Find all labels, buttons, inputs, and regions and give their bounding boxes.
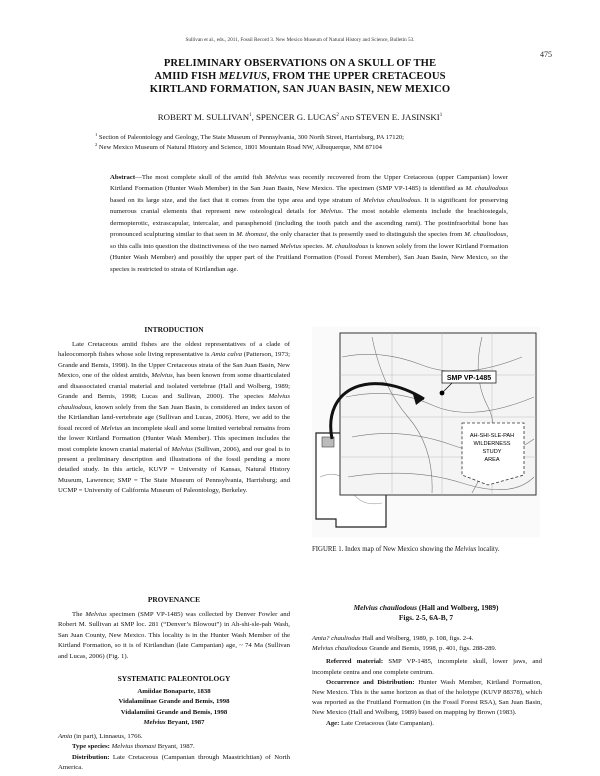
systematic-paleontology	[58, 674, 290, 774]
index-map-svg	[312, 327, 540, 537]
abstract-text: is known solely from the lower Kirtland Formation (Hunter Wash Member) and possibly the upper part of the Fruitland Formation (Fossil Forest Member), San Juan Basin, New Mexico, so the species is restricted to strata of Kirtlandian age.	[110, 242, 509, 273]
tribe-name: Vidalamiini Grande and Bemis, 1998	[120, 708, 228, 716]
author-sep: ,	[251, 112, 256, 122]
affiliation-2	[95, 140, 535, 152]
body-text: Bryant, 1987.	[156, 743, 195, 751]
body-text: , known solely from the San Juan Basin, is considered an index taxon of the Kirtlandian land-vertebrate age (Sullivan and Lucas, 2006). Here, we add to the fossil record of	[58, 403, 290, 432]
genus-name	[58, 718, 290, 728]
body-text: (in part), Linnaeus, 1766.	[72, 732, 143, 740]
caption-taxon: Melvius	[454, 546, 477, 553]
taxon: Amia	[58, 732, 73, 740]
area-label-4: AREA	[484, 457, 500, 463]
title-line-2	[60, 70, 540, 83]
author-sep: AND	[338, 115, 356, 122]
body-text: an incomplete skull and some limited vertebral remains from the lower Kirtland Formation (Hunter Wash Member). This specimen includes the most complete known cranial material of	[58, 424, 290, 453]
abstract-text: , so this calls into question the distinctiveness of the two named	[110, 231, 509, 250]
body-text: (Patterson, 1973; Grande and Bemis, 1998). In the Upper Cretaceous strata of the San Juan Basin, New Mexico, one of the oldest amiids,	[58, 351, 291, 380]
affiliation-1-text: Section of Paleontology and Geology, The State Museum of Pennsylvania, 300 North Street, Harrisburg, PA 17120;	[97, 134, 405, 142]
caption-text: FIGURE 1. Index map of New Mexico showing the	[312, 546, 455, 553]
affiliation-2-text: New Mexico Museum of Natural History and Science, 1801 Mountain Road NW, Albuquerque, NM 87104	[97, 144, 382, 152]
specimen-label: SMP VP-1485	[446, 375, 492, 382]
author-3: STEVEN E. JASINSKI	[355, 112, 440, 122]
body-text: Grande and Bemis, 1998, p. 401, figs. 288-289.	[367, 645, 497, 653]
figure-1-map	[312, 327, 540, 537]
abstract-text: . It is significant for preserving numerous cranial elements that represent new osteological details for	[110, 196, 509, 216]
synonym-2	[312, 644, 542, 654]
introduction-body	[58, 340, 290, 497]
body-text: Late Cretaceous amiid fishes are the oldest representatives of a clade of haleocomorph fishes whose sole living representative is	[58, 341, 290, 359]
taxon: Melvius	[101, 424, 123, 432]
body-text: Late Cretaceous (late Campanian).	[339, 719, 434, 727]
area-label-3: STUDY	[482, 449, 502, 455]
body-text: Late Cretaceous (Campanian through Maastrichtian) of North America.	[58, 753, 290, 772]
taxon: Melvius	[151, 372, 173, 380]
species-account	[312, 634, 542, 729]
abstract-taxon: Melvius	[320, 208, 342, 216]
page-number: 475	[540, 50, 552, 59]
family-name: Amiidae Bonaparte, 1838	[137, 688, 211, 695]
figure-1-caption	[312, 546, 542, 553]
title-line-3: KIRTLAND FORMATION, SAN JUAN BASIN, NEW MEXICO	[149, 84, 451, 96]
genus-authority: Bryant, 1987	[165, 719, 205, 727]
caption-text: locality.	[476, 546, 500, 553]
provenance-body	[58, 610, 290, 662]
distribution	[58, 753, 290, 774]
abstract-text: —The most complete skull of the amiid fish	[135, 174, 266, 181]
abstract-text: species.	[301, 242, 327, 250]
author-list	[60, 112, 540, 122]
abstract-taxon: M. chauliodous	[465, 185, 509, 193]
abstract-taxon: Melvius	[265, 174, 287, 181]
running-head: Sullivan et al., eds., 2011, Fossil Record 3. New Mexico Museum of Natural History and Science, Bulletin 53.	[185, 37, 415, 43]
type-species-label: Type species:	[72, 743, 112, 751]
taxon: Melvius	[171, 445, 193, 453]
author-2-sup: 2	[336, 113, 339, 119]
systematics-heading: SYSTEMATIC PALEONTOLOGY	[117, 674, 231, 683]
paper-title	[60, 57, 540, 97]
distribution-label: Distribution:	[72, 753, 110, 761]
type-species	[58, 742, 290, 752]
age	[312, 719, 542, 729]
body-text: , has been known from some disarticulated and disassociated cranial material and isolated vertebrae (Hall and Wolberg, 1989; Grande and Bemis, 1998; Lucas and Sullivan, 2000). The species	[58, 372, 290, 401]
abstract-taxon: M. chauliodous	[464, 231, 507, 239]
body-text: Hunter Wash Member, Kirtland Formation, New Mexico. This is the same horizon as that of the holotype (KUVP 88378), which was reported as the Fruitland Formation (in the Fossil Forest RSA), San Juan Basin, New Mexico (Hall and Wolberg, 1989) based on mapping by Brown (1983).	[312, 678, 542, 717]
abstract-taxon: M. thomasi	[236, 231, 267, 239]
author-2: SPENCER G. LUCAS	[255, 112, 337, 122]
synonym-1	[312, 634, 542, 644]
title-line-1: PRELIMINARY OBSERVATIONS ON A SKULL OF THE	[163, 58, 437, 69]
author-3-sup: 1	[439, 113, 443, 119]
subfamily-name: Vidalamiinae Grande and Bemis, 1998	[118, 698, 230, 706]
body-text: (Sullivan, 2006), and our goal is to present a preliminary description and illustrations of the fossil pending a more detailed study. In this article, KUVP = University of Kansas, Natural History Museum, Lawrence; SMP = The State Museum of Pennsylvania, Harrisburg; and UCMP = University of California Museum of Paleontology, Berkeley.	[58, 445, 290, 495]
taxon: Amia calva	[211, 351, 242, 359]
taxon: Melvius thomasi	[111, 743, 157, 751]
abstract-text: , the only character that is presently used to distinguish the species from	[266, 231, 465, 239]
abstract-taxon: Melvius	[280, 242, 302, 250]
referred-material-label: Referred material:	[326, 658, 384, 666]
body-text: specimen (SMP VP-1485) was collected by Denver Fowler and Robert M. Sullivan at SMP loc. 281 (“Denver’s Blowout”) in Ah-shi-sle-pah Wash, San Juan County, New Mexico. This locality is in the Hunter Wash Member of the Kirtland Formation, so it is of Kirtlandian (late Campanian) age, ~ 74 Ma (Sullivan and Lucas, 2006) (Fig. 1).	[58, 611, 290, 660]
abstract-text: based on its large size, and the fact that it comes from the type area and type stratum of	[110, 196, 364, 204]
provenance-heading: PROVENANCE	[147, 595, 201, 604]
abstract-text: was recently recovered from the Upper Cretaceous (upper Campanian) lower Kirtland Formation (Hunter Wash Member) in the San Juan Basin, New Mexico. The specimen (SMP VP-1485) is identified as	[110, 174, 508, 193]
species-figs: Figs. 2-5, 6A-B, 7	[398, 613, 454, 622]
species-authority: (Hall and Wolberg, 1989)	[417, 603, 499, 612]
abstract-text: . The most notable elements include the brachiostegals, dermopterotic, extrascapular, intercalar, and parasphenoid (including the tooth patch and the ascending rami). The postinfraorbital bone has pronounced sculpturing similar to that seen in	[110, 208, 508, 239]
occurrence	[312, 678, 542, 719]
referred-material	[312, 657, 542, 677]
taxon: Melvius	[85, 611, 107, 618]
abstract-taxon: Melvius chauliodous	[363, 196, 421, 204]
species-taxon: Melvius chauliodous	[353, 603, 418, 612]
introduction-heading: INTRODUCTION	[144, 325, 204, 334]
abstract-taxon: M. chauliodous	[326, 242, 369, 250]
author-1-sup: 1	[249, 113, 252, 119]
body-text: Hall and Wolberg, 1989, p. 108, figs. 2-4.	[360, 635, 474, 642]
abstract	[110, 172, 508, 275]
title-genus: MELVIUS	[219, 71, 268, 83]
title-text: AMIID FISH	[154, 71, 220, 83]
synonym-amia	[58, 732, 290, 742]
title-text: , FROM THE UPPER CRETACEOUS	[267, 71, 446, 83]
affiliation-1-sup: 1	[95, 132, 98, 137]
taxon: Melvius chauliodous	[58, 393, 290, 411]
body-text: SMP VP-1485, incomplete skull, lower jaws, and incomplete centra and one complete centrum.	[312, 658, 542, 676]
taxon: Melvius chauliodous	[312, 645, 368, 653]
genus: Melvius	[143, 719, 166, 727]
occurrence-label: Occurrence and Distribution:	[326, 678, 415, 686]
body-text: The	[72, 611, 86, 618]
author-1: ROBERT M. SULLIVAN	[157, 112, 250, 122]
species-heading	[312, 603, 540, 623]
abstract-label: Abstract	[110, 174, 136, 181]
area-label-2: WILDERNESS	[473, 441, 511, 447]
area-label-1: AH-SHI-SLE-PAH	[469, 433, 515, 439]
systematics-body	[58, 687, 290, 774]
affiliation-2-sup: 2	[95, 142, 98, 147]
taxon: Amia? chauliodus	[312, 635, 361, 642]
species-name	[312, 603, 540, 613]
age-label: Age:	[326, 719, 340, 727]
